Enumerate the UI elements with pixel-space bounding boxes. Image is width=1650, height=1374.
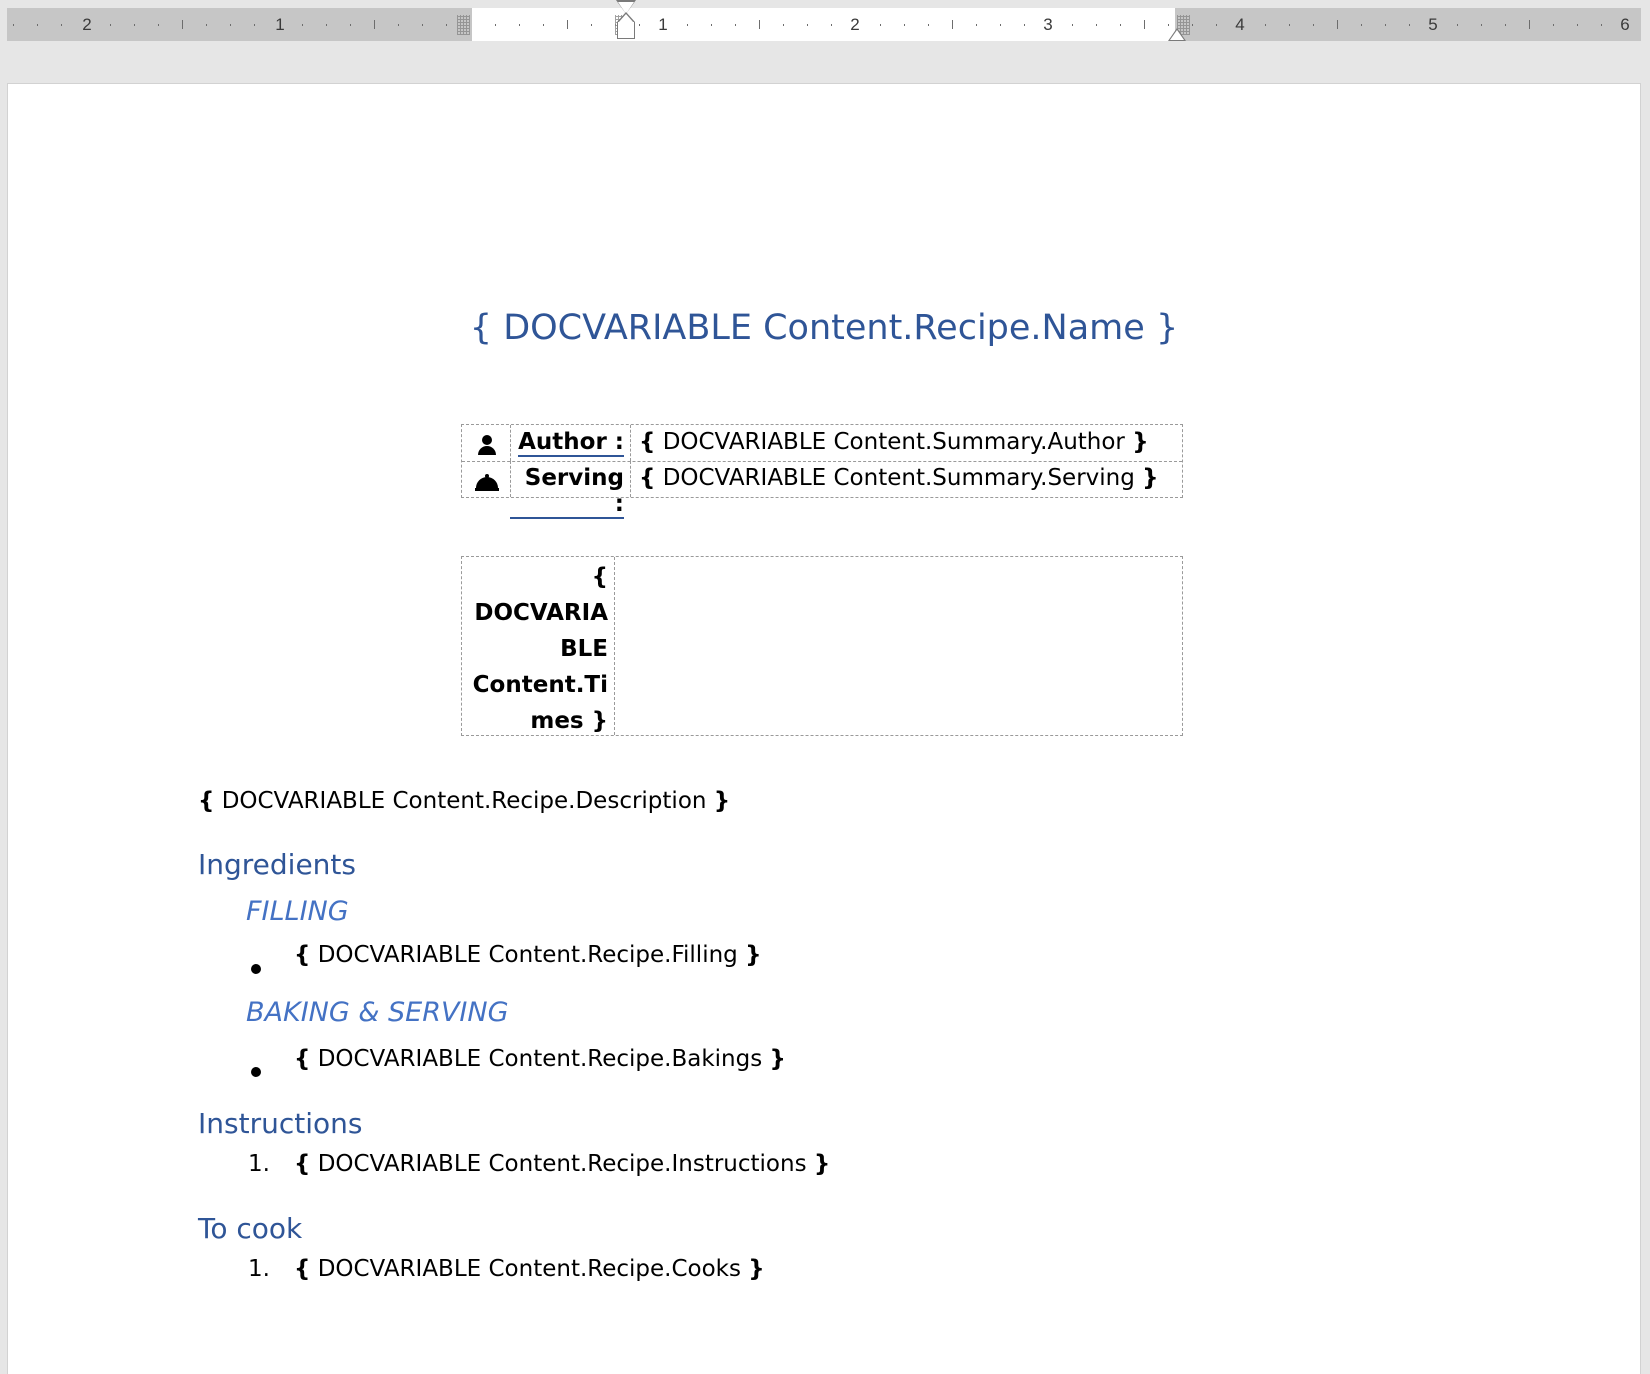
ruler-tick	[1120, 24, 1121, 26]
bullet-marker	[251, 1067, 261, 1077]
ruler-tick	[1577, 24, 1578, 26]
ruler-tick	[1192, 24, 1193, 26]
ruler-tick	[904, 24, 905, 26]
ruler-tick	[1168, 24, 1169, 26]
bullet-marker	[251, 964, 261, 974]
ruler-tick	[302, 24, 303, 26]
serving-row	[462, 461, 1182, 517]
ruler-tick	[1409, 24, 1410, 26]
ruler-tick	[110, 24, 111, 26]
ruler-tick	[831, 24, 832, 26]
ruler-number: 4	[1235, 15, 1245, 34]
ruler-tick	[1361, 24, 1362, 26]
person-icon	[478, 435, 496, 455]
baking-item[interactable]: { DOCVARIABLE Content.Recipe.Bakings }	[294, 1046, 786, 1072]
ruler-tick	[446, 24, 447, 26]
times-field[interactable]: { DOCVARIA BLE Content.Ti mes }	[462, 557, 615, 735]
list-number: 1.	[248, 1256, 270, 1282]
ruler-tick	[1337, 20, 1338, 29]
ruler-tick	[1553, 24, 1554, 26]
ruler-tick	[519, 24, 520, 26]
ruler-tick	[543, 24, 544, 26]
ruler-tick	[37, 24, 38, 26]
serving-field[interactable]: { DOCVARIABLE Content.Summary.Serving }	[639, 465, 1159, 491]
serving-label: Serving :	[510, 465, 624, 519]
ruler-tick	[495, 24, 496, 26]
ruler-tick	[591, 24, 592, 26]
ruler-tick	[1457, 24, 1458, 26]
summary-table[interactable]	[461, 424, 1183, 517]
ruler-tick	[182, 20, 183, 29]
ruler-tick	[639, 24, 640, 26]
filling-heading[interactable]: FILLING	[246, 896, 349, 927]
ruler-number: 2	[850, 15, 860, 34]
ruler-tick	[807, 24, 808, 26]
ruler-tick	[1529, 20, 1530, 29]
ruler-tick	[952, 20, 953, 29]
ruler-tick	[61, 24, 62, 26]
ruler-tick	[1216, 24, 1217, 26]
ruler-tick	[1313, 24, 1314, 26]
ruler-tick	[230, 24, 231, 26]
ingredients-heading[interactable]: Ingredients	[198, 848, 356, 881]
ruler-tick	[134, 24, 135, 26]
right-indent-marker[interactable]	[1168, 28, 1186, 41]
ruler-tick	[880, 24, 881, 26]
ruler-tick	[1601, 24, 1602, 26]
ruler-tick	[158, 24, 159, 26]
ruler-tick	[711, 24, 712, 26]
ruler-tick	[1481, 24, 1482, 26]
ruler-tick	[1096, 24, 1097, 26]
column-marker[interactable]	[457, 15, 470, 35]
baking-serving-heading[interactable]: BAKING & SERVING	[246, 997, 509, 1028]
ruler-tick	[1289, 24, 1290, 26]
service-bell-icon	[475, 473, 499, 491]
recipe-description[interactable]: { DOCVARIABLE Content.Recipe.Description }	[198, 788, 731, 814]
ruler-tick	[1024, 24, 1025, 26]
ruler-tick	[759, 20, 760, 29]
ruler-tick	[1265, 24, 1266, 26]
ruler-number: 6	[1620, 15, 1630, 34]
ruler-tick	[567, 20, 568, 29]
ruler-tick	[735, 24, 736, 26]
ruler-tick	[350, 24, 351, 26]
ruler-tick	[1000, 24, 1001, 26]
ruler-number: 3	[1043, 15, 1053, 34]
author-row	[462, 425, 1182, 462]
author-field[interactable]: { DOCVARIABLE Content.Summary.Author }	[639, 429, 1149, 455]
recipe-name-title[interactable]: { DOCVARIABLE Content.Recipe.Name }	[469, 308, 1179, 348]
ruler-tick	[422, 24, 423, 26]
instructions-item[interactable]: { DOCVARIABLE Content.Recipe.Instructions }	[294, 1151, 831, 1177]
to-cook-heading[interactable]: To cook	[198, 1212, 303, 1245]
ruler-number: 1	[658, 15, 668, 34]
ruler-number: 5	[1428, 15, 1438, 34]
ruler-tick	[326, 24, 327, 26]
ruler-tick	[1385, 24, 1386, 26]
ruler-ticks	[7, 8, 1641, 41]
ruler-number: 2	[82, 15, 92, 34]
ruler-tick	[254, 24, 255, 26]
ruler-number: 1	[275, 15, 285, 34]
ruler-tick	[687, 24, 688, 26]
serving-value: DOCVARIABLE Content.Summary.Serving	[662, 465, 1135, 491]
cook-item[interactable]: { DOCVARIABLE Content.Recipe.Cooks }	[294, 1256, 765, 1282]
author-label: Author :	[518, 429, 624, 455]
list-number: 1.	[248, 1151, 270, 1177]
left-indent-marker[interactable]	[617, 22, 635, 39]
ruler-tick	[783, 24, 784, 26]
ruler-tick	[928, 24, 929, 26]
document-page[interactable]	[8, 84, 1640, 1374]
ruler-tick	[206, 24, 207, 26]
ruler-tick	[374, 20, 375, 29]
ruler-tick	[1072, 24, 1073, 26]
ruler-tick	[1505, 24, 1506, 26]
ruler-tick	[398, 24, 399, 26]
author-value: DOCVARIABLE Content.Summary.Author	[662, 429, 1125, 455]
ruler-tick	[1144, 20, 1145, 29]
filling-item[interactable]: { DOCVARIABLE Content.Recipe.Filling }	[294, 942, 762, 968]
ruler-tick	[13, 24, 14, 26]
instructions-heading[interactable]: Instructions	[198, 1107, 363, 1140]
times-table[interactable]	[461, 556, 1183, 736]
ruler-tick	[976, 24, 977, 26]
horizontal-ruler[interactable]	[7, 8, 1641, 41]
